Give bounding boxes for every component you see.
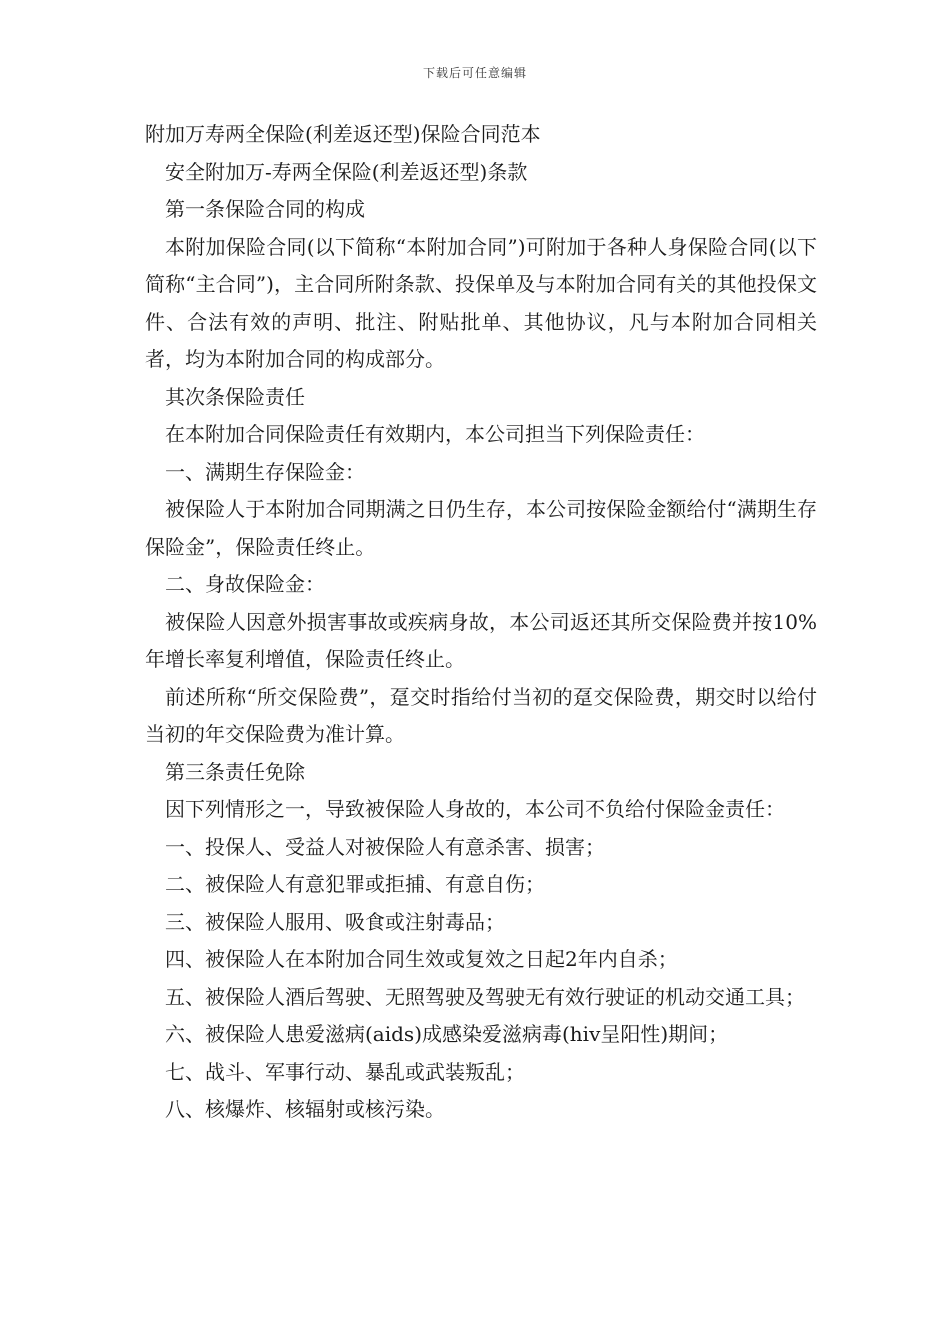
document-body [145,116,817,1129]
article-3-intro: 因下列情形之一，导致被保险人身故的，本公司不负给付保险金责任： [165,797,785,821]
article-2-item-1-body: 被保险人于本附加合同期满之日仍生存，本公司按保险金额给付“满期生存保险金”，保险责任终止。 [145,497,817,559]
article-3-heading: 第三条责任免除 [165,759,305,784]
exclusion-item-2: 二、被保险人有意犯罪或拒捕、有意自伤； [165,872,545,896]
article-1-heading: 第一条保险合同的构成 [165,197,365,221]
exclusion-item-7: 七、战斗、军事行动、暴乱或武装叛乱； [165,1059,525,1084]
exclusion-item-3: 三、被保险人服用、吸食或注射毒品； [165,909,505,934]
article-2-item-2-body: 被保险人因意外损害事故或疾病身故，本公司返还其所交保险费并按10%年增长率复利增值，保险责任终止。 [145,609,817,671]
article-2-premium-note: 前述所称“所交保险费”，趸交时指给付当初的趸交保险费，期交时以给付当初的年交保险费为准计算。 [145,684,817,746]
exclusion-item-8: 八、核爆炸、核辐射或核污染。 [165,1097,445,1121]
article-1-body: 本附加保险合同(以下简称“本附加合同”)可附加于各种人身保险合同(以下简称“主合同”)，主合同所附条款、投保单及与本附加合同有关的其他投保文件、合法有效的声明、批注、附贴批单、其他协议，凡与本附加合同相关者，均为本附加合同的构成部分。 [145,234,817,371]
clause-heading-title: 安全附加万-寿两全保险(利差返还型)条款 [165,159,528,184]
page-header-note: 下载后可任意编辑 [422,66,527,80]
article-2-heading: 其次条保险责任 [165,384,305,409]
article-2-intro: 在本附加合同保险责任有效期内，本公司担当下列保险责任： [165,422,705,446]
exclusion-item-6: 六、被保险人患爱滋病(aids)成感染爱滋病毒(hiv呈阳性)期间； [165,1022,729,1046]
article-2-item-1-heading: 一、满期生存保险金： [165,459,365,484]
document-title: 附加万寿两全保险(利差返还型)保险合同范本 [145,122,541,146]
exclusion-item-5: 五、被保险人酒后驾驶、无照驾驶及驾驶无有效行驶证的机动交通工具； [165,984,805,1009]
exclusion-item-1: 一、投保人、受益人对被保险人有意杀害、损害； [165,834,605,859]
article-2-item-2-heading: 二、身故保险金： [165,572,325,596]
exclusion-item-4: 四、被保险人在本附加合同生效或复效之日起2年内自杀； [165,947,678,971]
